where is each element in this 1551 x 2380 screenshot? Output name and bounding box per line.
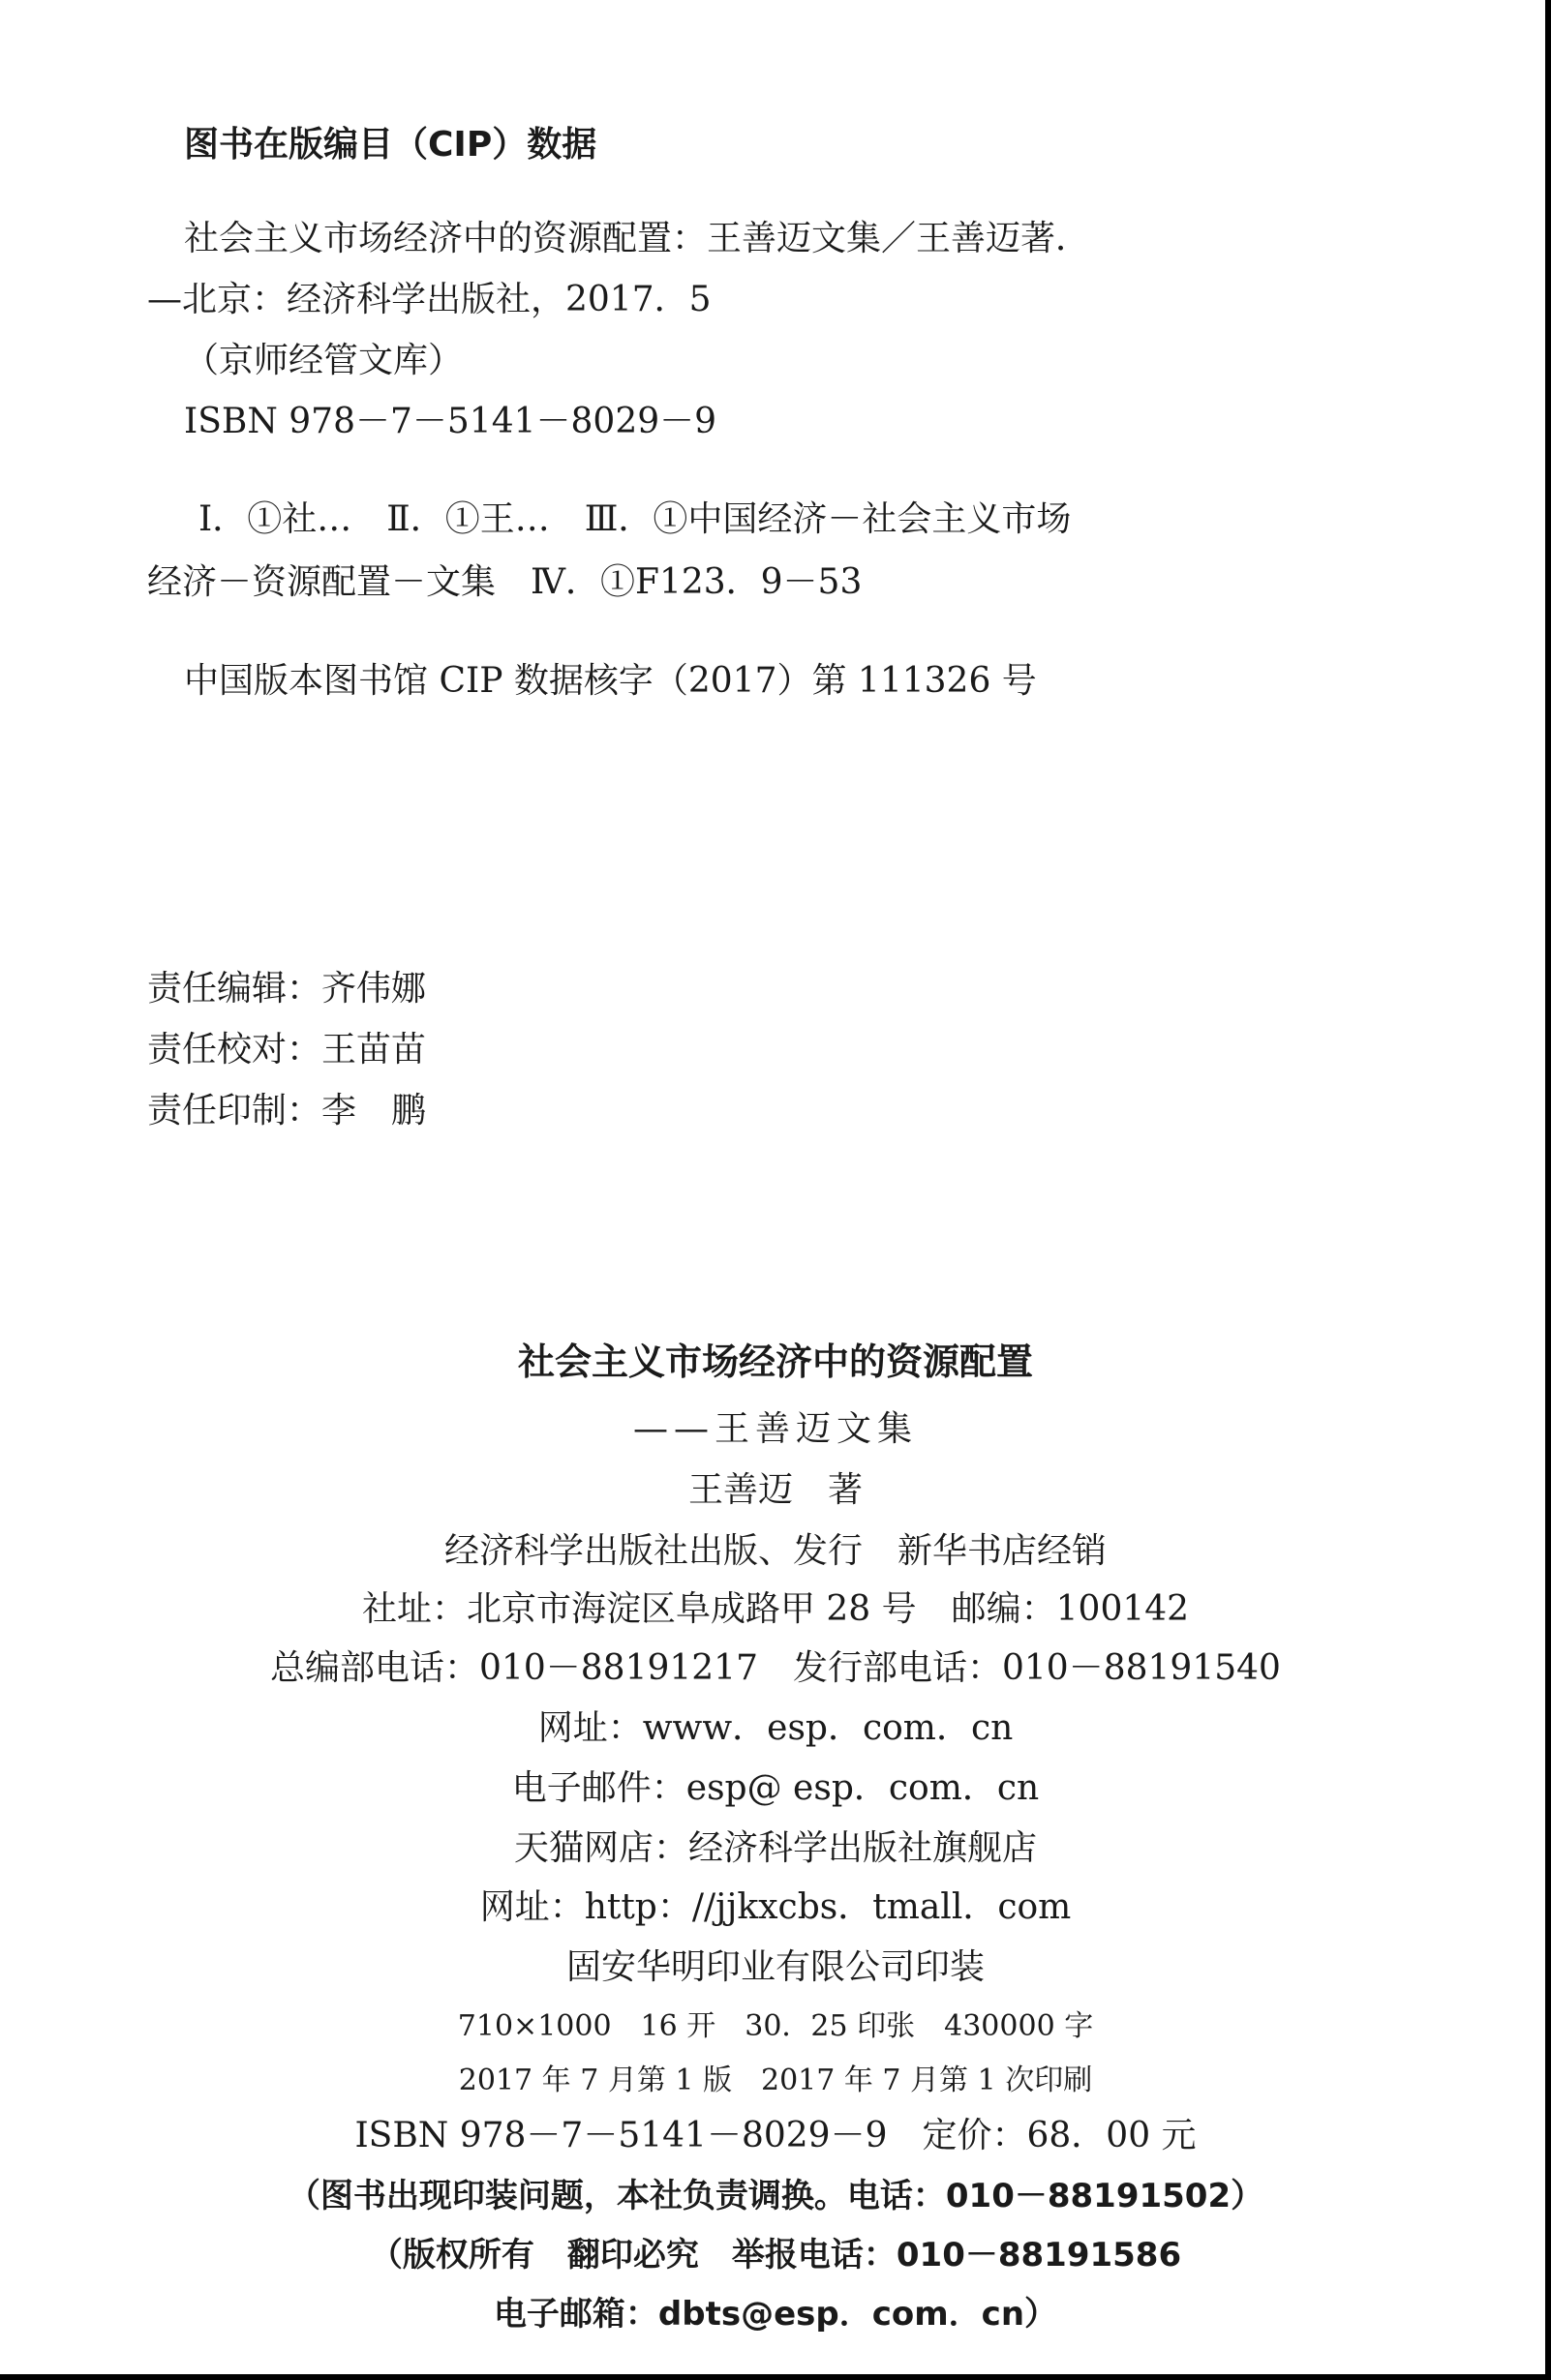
- staff-editor: 责任编辑：齐伟娜: [147, 969, 427, 1009]
- isbn-price: ISBN 978－7－5141－8029－9 定价：68．00 元: [354, 2116, 1197, 2155]
- staff-printing: 责任印制：李 鹏: [147, 1091, 427, 1130]
- tmall-url: 网址：http：//jjkxcbs．tmall．com: [479, 1887, 1072, 1927]
- book-title: 社会主义市场经济中的资源配置: [517, 1341, 1033, 1383]
- publisher-line: 经济科学出版社出版、发行 新华书店经销: [443, 1531, 1107, 1571]
- edition-info: 2017 年 7 月第 1 版 2017 年 7 月第 1 次印刷: [458, 2064, 1093, 2097]
- cip-number: 中国版本图书馆 CIP 数据核字（2017）第 111326 号: [184, 661, 1037, 701]
- publisher-phones: 总编部电话：010－88191217 发行部电话：010－88191540: [270, 1648, 1281, 1688]
- cip-title-line1: 社会主义市场经济中的资源配置：王善迈文集／王善迈著．: [184, 219, 1091, 258]
- publisher-website: 网址：www．esp．com．cn: [537, 1708, 1014, 1748]
- tmall-store: 天猫网店：经济科学出版社旗舰店: [513, 1828, 1037, 1868]
- publisher-address: 社址：北京市海淀区阜成路甲 28 号 邮编：100142: [361, 1589, 1190, 1629]
- cip-class-line2: 经济－资源配置－文集 Ⅳ．①F123．9－53: [147, 562, 863, 602]
- staff-proofreader: 责任校对：王苗苗: [147, 1030, 427, 1069]
- notice-copyright: （版权所有 翻印必究 举报电话：010－88191586: [369, 2236, 1182, 2275]
- cip-title-line2: —北京：经济科学出版社，2017．5: [147, 280, 712, 319]
- notice-replace: （图书出现印装问题，本社负责调换。电话：010－88191502）: [287, 2177, 1264, 2215]
- cip-class-line1: Ⅰ．①社… Ⅱ．①王… Ⅲ．①中国经济－社会主义市场: [198, 499, 1072, 539]
- cip-heading: 图书在版编目（CIP）数据: [184, 125, 597, 165]
- publisher-email: 电子邮件：esp@ esp．com．cn: [511, 1768, 1040, 1808]
- cip-series: （京师经管文库）: [184, 341, 464, 380]
- format-info: 710×1000 16 开 30．25 印张 430000 字: [457, 2009, 1094, 2043]
- notice-email: 电子邮箱：dbts@esp．com．cn）: [493, 2295, 1058, 2334]
- cip-isbn: ISBN 978－7－5141－8029－9: [184, 402, 717, 441]
- book-author: 王善迈 著: [687, 1470, 863, 1510]
- book-subtitle: ——王善迈文集: [632, 1409, 918, 1449]
- printer: 固安华明印业有限公司印装: [565, 1947, 985, 1987]
